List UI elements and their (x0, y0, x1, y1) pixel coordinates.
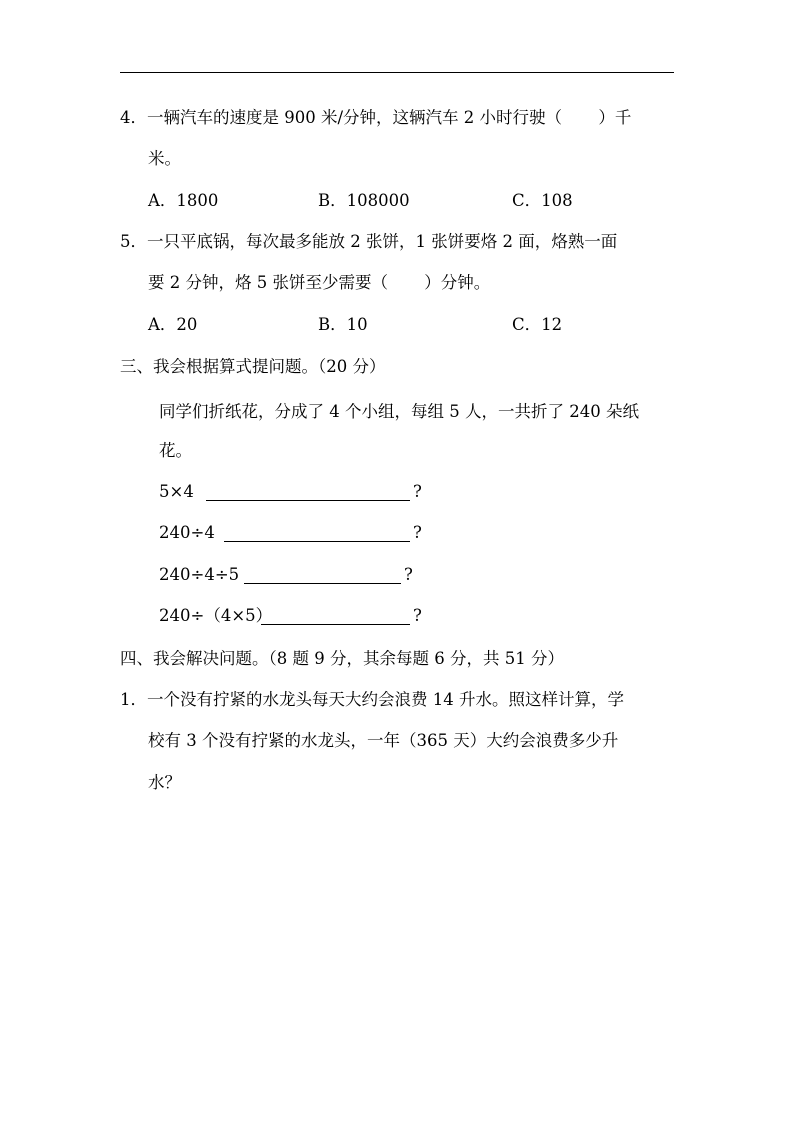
section-3-prompt-line1: 同学们折纸花，分成了 4 个小组，每组 5 人，一共折了 240 朵纸 (159, 402, 639, 421)
answer-line-2[interactable] (224, 541, 410, 542)
question-mark-3: ? (404, 565, 413, 584)
question-mark-4: ? (413, 606, 422, 625)
expression-2: 240÷4 (159, 523, 215, 542)
expression-4: 240÷（4×5） (159, 606, 273, 625)
problem-1-line3: 水？ (148, 773, 181, 792)
question-4-text-b: ）千 (598, 108, 632, 127)
header-rule (120, 72, 674, 73)
question-5-number: 5． (120, 232, 147, 251)
section-3-heading: 三、我会根据算式提问题。（20 分） (120, 357, 386, 376)
question-5-option-c: C．12 (512, 315, 563, 334)
question-4-option-a: A．1800 (148, 191, 219, 210)
expression-1: 5×4 (159, 482, 194, 501)
question-5-option-b: B．10 (318, 315, 368, 334)
expression-3: 240÷4÷5 (159, 565, 240, 584)
question-4-text-a: 一辆汽车的速度是 900 米/分钟，这辆汽车 2 小时行驶（ (147, 108, 563, 127)
question-4-number: 4． (120, 108, 147, 127)
question-4-option-c: C．108 (512, 191, 573, 210)
section-3-prompt-line2: 花。 (159, 441, 192, 460)
question-4-option-b: B．108000 (318, 191, 410, 210)
problem-1-line2: 校有 3 个没有拧紧的水龙头，一年（365 天）大约会浪费多少升 (148, 731, 619, 750)
question-4-line2: 米。 (148, 149, 181, 168)
question-5-option-a: A．20 (148, 315, 198, 334)
answer-line-1[interactable] (206, 500, 410, 501)
question-mark-2: ? (413, 523, 422, 542)
question-5-line2 (148, 272, 490, 294)
problem-1-line1 (120, 689, 624, 711)
problem-1-text: 一个没有拧紧的水龙头每天大约会浪费 14 升水。照这样计算，学 (147, 690, 624, 709)
problem-1-number: 1． (120, 690, 147, 709)
question-5-text-a: 要 2 分钟，烙 5 张饼至少需要（ (148, 273, 388, 292)
question-5-text-b: ）分钟。 (424, 273, 491, 292)
answer-line-4[interactable] (261, 624, 410, 625)
question-5-text: 一只平底锅，每次最多能放 2 张饼，1 张饼要烙 2 面，烙熟一面 (147, 232, 618, 251)
question-4-line1 (120, 107, 631, 129)
section-4-heading: 四、我会解决问题。（8 题 9 分，其余每题 6 分，共 51 分） (120, 649, 564, 668)
question-5-line1 (120, 231, 617, 253)
question-mark-1: ? (413, 482, 422, 501)
answer-line-3[interactable] (244, 583, 401, 584)
